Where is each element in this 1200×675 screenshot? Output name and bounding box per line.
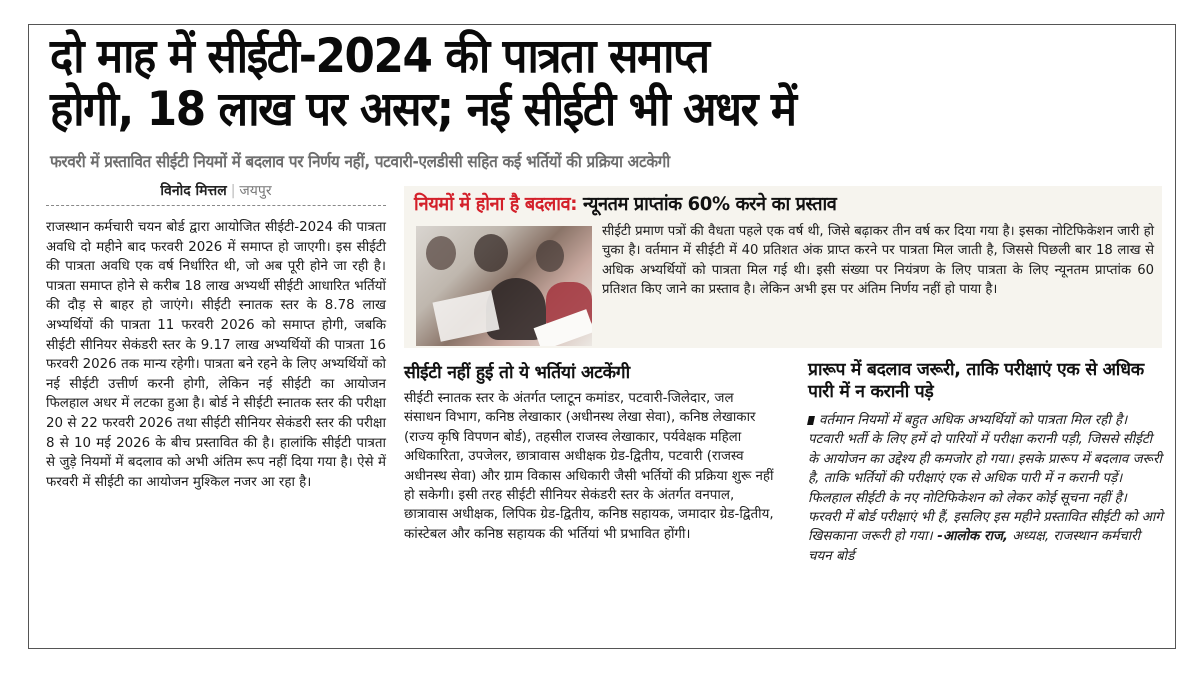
rules-change-body: सीईटी प्रमाण पत्रों की वैधता पहले एक वर्ष थी, जिसे बढ़ाकर तीन वर्ष कर दिया गया है। इसका नोटिफिकेशन जारी हो चुका है। वर्तमान में सीईटी में 40 प्रतिशत अंक प्राप्त करने पर पात्रता मिल जाती है, जिससे पिछली बार 18 लाख से अधिक अभ्यर्थियों को पात्रता मिल गई थी। इसी संख्या पर नियंत्रण के लिए पात्रता के लिए न्यूनतम प्राप्तांक 60 प्रतिशत किए जाने का प्रस्ताव है। लेकिन अभी इस पर अंतिम निर्णय नहीं हो पाया है। (602, 224, 1154, 297)
byline-author: विनोद मित्तल (160, 183, 227, 199)
main-body-text: राजस्थान कर्मचारी चयन बोर्ड द्वारा आयोजित सीईटी-2024 की पात्रता अवधि दो महीने बाद फरवरी 2026 में समाप्त हो जाएगी। इस सीईटी की पात्रता अवधि एक वर्ष निर्धारित थी, जो अब पूरी होने जा रही है। पात्रता समाप्त होने से करीब 18 लाख अभ्यर्थी सीईटी आधारित भर्तियों की दौड़ से बाहर हो जाएंगे। सीईटी स्नातक स्तर के 8.78 लाख अभ्यर्थियों की पात्रता 11 फरवरी 2026 को समाप्त होगी, जबकि सीईटी सीनियर सेकंडरी स्तर के 9.17 लाख अभ्यर्थियों की पात्रता 16 फरवरी 2026 तक मान्य रहेगी। पात्रता बने रहने के लिए अभ्यर्थियों को नई सीईटी उत्तीर्ण करनी होगी, लेकिन नई सीईटी का आयोजन फिलहाल अधर में लटका हुआ है। बोर्ड ने सीईटी स्नातक स्तर की परीक्षा 20 से 22 फरवरी 2026 तथा सीईटी सीनियर सेकंडरी स्तर की परीक्षा 8 से 10 मई 2026 के बीच प्रस्तावित की है। हालांकि सीईटी पात्रता से जुड़े नियमों में बदलाव को अभी अंतिम रूप नहीं दिया गया है। ऐसे में फरवरी में सीईटी का आयोजन मुश्किल नजर आ रहा है। (46, 220, 386, 490)
format-section-title: प्रारूप में बदलाव जरूरी, ताकि परीक्षाएं एक से अधिक पारी में न करानी पड़े (808, 360, 1144, 402)
subheadline: फरवरी में प्रस्तावित सीईटी नियमों में बदलाव पर निर्णय नहीं, पटवारी-एलडीसी सहित कई भर्तियों की प्रक्रिया अटकेगी (50, 152, 670, 171)
headline-line-2: होगी, 18 लाख पर असर; नई सीईटी भी अधर में (50, 82, 796, 137)
byline-separator: | (230, 183, 236, 199)
rules-change-title (414, 190, 836, 216)
headline-line-1: दो माह में सीईटी-2024 की पात्रता समाप्त (50, 29, 709, 84)
exam-hall-photo (416, 226, 592, 346)
byline (46, 181, 386, 206)
rules-title-highlight: नियमों में होना है बदलाव: (414, 193, 578, 215)
byline-city: जयपुर (239, 183, 272, 199)
rules-title-rest: न्यूनतम प्राप्तांक 60% करने का प्रस्ताव (577, 193, 837, 215)
recruitments-section-title: सीईटी नहीं हुई तो ये भर्तियां अटकेंगी (404, 363, 630, 383)
format-section-body (808, 411, 1163, 566)
headline (50, 30, 1082, 136)
recruitments-section-body: सीईटी स्नातक स्तर के अंतर्गत प्लाटून कमांडर, पटवारी-जिलेदार, जल संसाधन विभाग, कनिष्ठ लेखाकार (अधीनस्थ लेखा सेवा), कनिष्ठ लेखाकार (राज्य कृषि विपणन बोर्ड), तहसील राजस्व लेखाकार, पर्यवेक्षक महिला अधिकारिता, उपजेलर, छात्रावास अधीक्षक ग्रेड-द्वितीय, पटवारी (राजस्व अधीनस्थ सेवा) और ग्राम विकास अधिकारी जैसी भर्तियों की प्रक्रिया शुरू नहीं हो सकेगी। इसी तरह सीईटी सीनियर सेकंडरी स्तर के अंतर्गत वनपाल, छात्रावास अधीक्षक, लिपिक ग्रेड-द्वितीय, कनिष्ठ सहायक, जमादार ग्रेड-द्वितीय, कांस्टेबल और कनिष्ठ सहायक की भर्तियां भी प्रभावित होंगी। (404, 391, 774, 542)
format-quote-text: वर्तमान नियमों में बहुत अधिक अभ्यर्थियों को पात्रता मिल रही है। पटवारी भर्ती के लिए हमें दो पारियों में परीक्षा करानी पड़ी, जिससे सीईटी के आयोजन का उद्देश्य ही कमजोर हो गया। इसके प्रारूप में बदलाव जरूरी है, ताकि भर्तियों की परीक्षाएं एक से अधिक पारी में न करानी पड़ें। फिलहाल सीईटी के नए नोटिफिकेशन को लेकर कोई सूचना नहीं है। फरवरी में बोर्ड परीक्षाएं भी हैं, इसलिए इस महीने प्रस्तावित सीईटी को आगे खिसकाना जरूरी हो गया। (808, 413, 1163, 545)
quote-role: अध्यक्ष, राजस्थान कर्मचारी चयन बोर्ड (808, 529, 1141, 564)
bullet-icon (807, 416, 815, 425)
quote-author: -आलोक राज, (932, 529, 1008, 545)
